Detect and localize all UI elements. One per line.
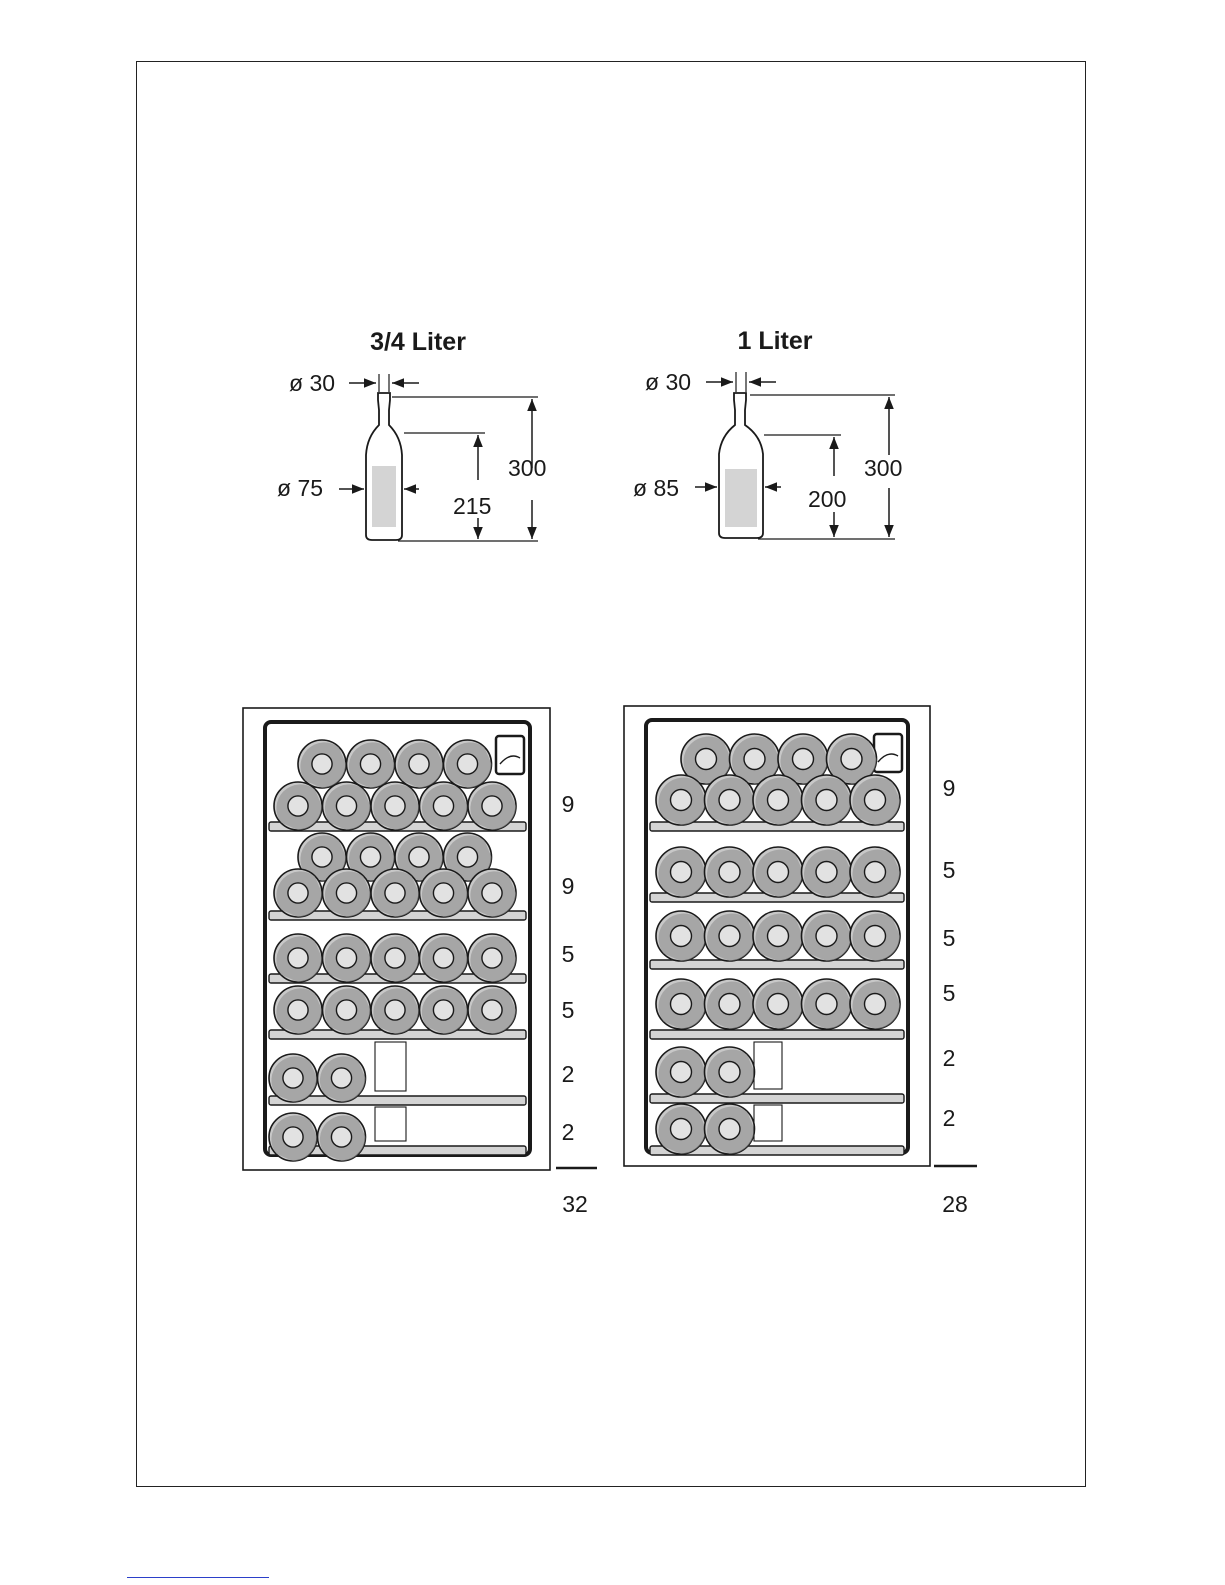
bottle-end-icon <box>656 775 706 825</box>
bottle-end-icon <box>753 911 803 961</box>
bottle-end-icon <box>371 782 419 830</box>
shelf-bottle-count: 5 <box>561 997 575 1023</box>
bottle-end-icon <box>850 911 900 961</box>
bottle-end-icon <box>274 986 322 1034</box>
bottle-end-icon <box>468 986 516 1034</box>
shelf-bottle-count: 9 <box>561 873 575 899</box>
bottle-end-icon <box>323 986 371 1034</box>
neck-diameter-label: ø 30 <box>645 369 692 395</box>
shoulder-height-label: 200 <box>808 486 847 512</box>
bottle-end-icon <box>656 979 706 1029</box>
shelf-bottle-count: 2 <box>561 1061 575 1087</box>
neck-diameter-label: ø 30 <box>289 370 336 396</box>
bottle-end-icon <box>850 979 900 1029</box>
bottle-title: 3/4 Liter <box>370 328 466 356</box>
bottle-end-icon <box>420 869 468 917</box>
shelf-bottle-count: 5 <box>942 980 956 1006</box>
bottle-end-icon <box>269 1113 317 1161</box>
bottle-end-icon <box>850 847 900 897</box>
shelf-bottle-count: 2 <box>942 1045 956 1071</box>
shelf-bottle-count: 2 <box>561 1119 575 1145</box>
bottle-end-icon <box>656 847 706 897</box>
bottle-end-icon <box>468 782 516 830</box>
bottle-end-icon <box>656 911 706 961</box>
bottle-end-icon <box>444 740 492 788</box>
bottle-end-icon <box>753 847 803 897</box>
body-diameter-label: ø 85 <box>633 475 680 501</box>
bottle-end-icon <box>274 869 322 917</box>
shelf-rail <box>650 1030 904 1039</box>
bottle-end-icon <box>705 979 755 1029</box>
bottle-end-icon <box>656 1047 706 1097</box>
body-diameter-label: ø 75 <box>277 475 324 501</box>
total-bottle-count: 28 <box>942 1191 968 1217</box>
cabinet-075-liter <box>243 708 597 1217</box>
bottom-link-underline <box>127 1577 269 1578</box>
bottle-end-icon <box>420 934 468 982</box>
bottle-end-icon <box>802 911 852 961</box>
bottle-end-icon <box>420 782 468 830</box>
bottle-end-icon <box>269 1054 317 1102</box>
shoulder-height-label: 215 <box>453 493 492 519</box>
bottle-end-icon <box>323 869 371 917</box>
bottle-end-icon <box>318 1054 366 1102</box>
total-bottle-count: 32 <box>562 1191 588 1217</box>
bottle-end-icon <box>323 934 371 982</box>
bottle-spec-1 <box>633 327 902 539</box>
shelf-bottle-count: 5 <box>561 941 575 967</box>
control-panel-icon <box>874 734 902 772</box>
bottle-end-icon <box>468 934 516 982</box>
bottle-end-icon <box>802 775 852 825</box>
bottle-end-icon <box>753 775 803 825</box>
bottle-end-icon <box>705 911 755 961</box>
bottle-height-label: 300 <box>508 455 547 481</box>
bottle-end-icon <box>802 847 852 897</box>
shelf-bottle-count: 9 <box>561 791 575 817</box>
bottle-end-icon <box>318 1113 366 1161</box>
bottle-end-icon <box>371 869 419 917</box>
shelf-bottle-count: 5 <box>942 857 956 883</box>
shelf-bottle-count: 5 <box>942 925 956 951</box>
bottle-spec-075 <box>277 328 546 541</box>
bottle-end-icon <box>347 740 395 788</box>
bottle-title: 1 Liter <box>737 327 813 355</box>
control-panel-icon <box>496 736 524 774</box>
bottle-end-icon <box>705 1104 755 1154</box>
bottle-end-icon <box>705 775 755 825</box>
bottle-end-icon <box>705 847 755 897</box>
cabinet-1-liter <box>624 706 977 1217</box>
bottle-end-icon <box>420 986 468 1034</box>
shelf-bottle-count: 2 <box>942 1105 956 1131</box>
bottle-end-icon <box>850 775 900 825</box>
bottle-end-icon <box>274 782 322 830</box>
bottle-height-label: 300 <box>864 455 903 481</box>
bottle-end-icon <box>323 782 371 830</box>
bottle-end-icon <box>371 934 419 982</box>
bottle-end-icon <box>468 869 516 917</box>
bottle-end-icon <box>656 1104 706 1154</box>
shelf-bottle-count: 9 <box>942 775 956 801</box>
bottle-end-icon <box>371 986 419 1034</box>
bottle-end-icon <box>705 1047 755 1097</box>
bottle-end-icon <box>395 740 443 788</box>
bottle-end-icon <box>802 979 852 1029</box>
bottle-end-icon <box>274 934 322 982</box>
bottle-end-icon <box>753 979 803 1029</box>
bottle-end-icon <box>298 740 346 788</box>
